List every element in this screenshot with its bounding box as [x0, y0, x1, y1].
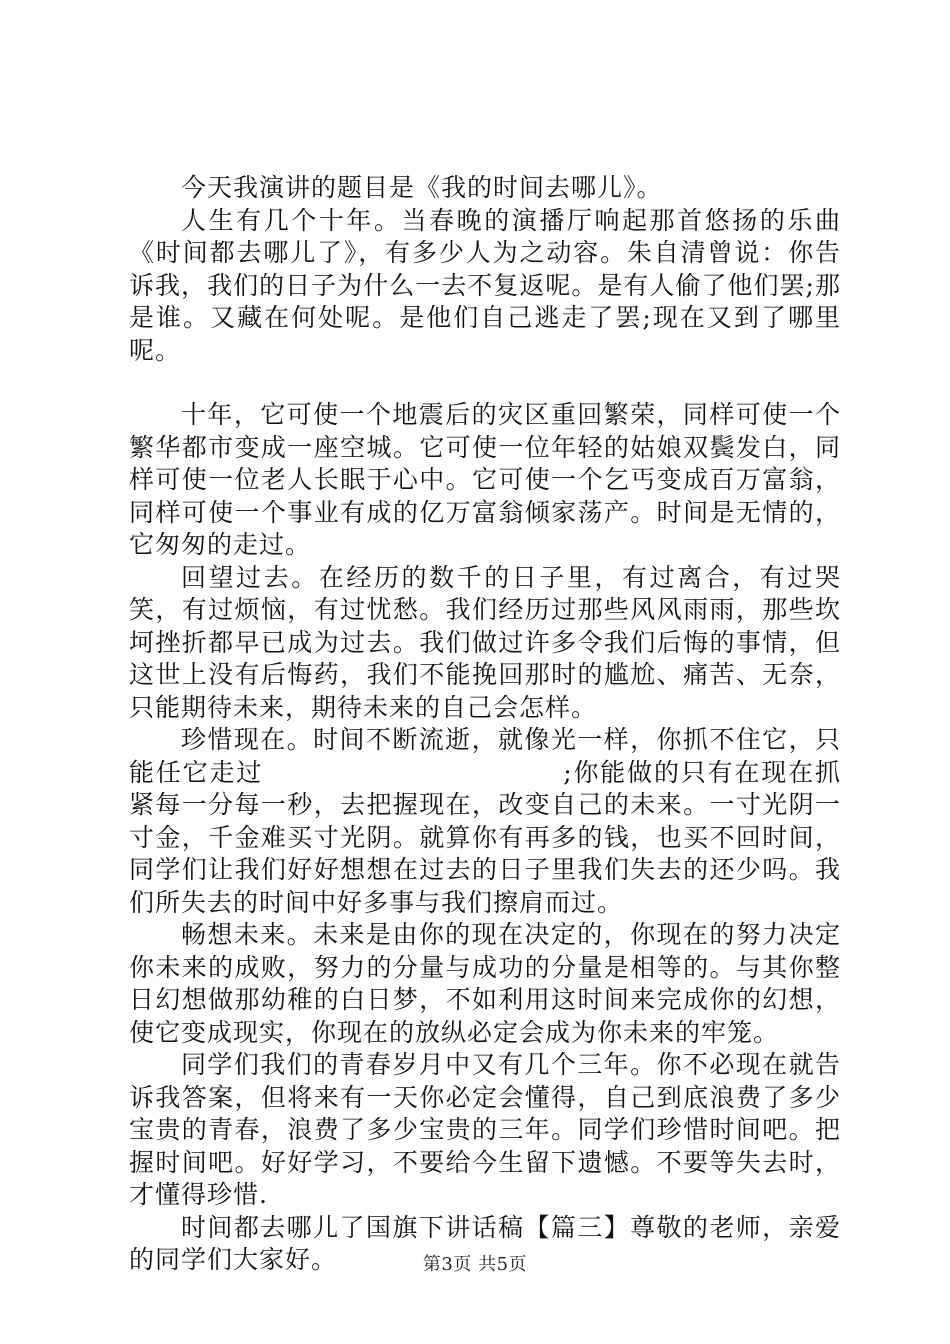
page-footer: 第3页 共5页	[422, 1254, 528, 1275]
paragraph-cherish-present-part2: ;你能做的只有在现在抓紧每一分每一秒，去把握现在，改变自己的未来。一寸光阴一寸金，千金难买寸光阴。就算你有再多的钱，也买不回时间，同学们让我们好好想想在过去的日子里我们失去的还少吗。我们所失去的时间中好多事与我们擦肩而过。	[129, 757, 841, 917]
paragraph-speech-topic: 今天我演讲的题目是《我的时间去哪儿》。	[181, 173, 663, 202]
paragraph-looking-back: 回望过去。在经历的数千的日子里，有过离合，有过哭笑，有过烦恼，有过忧愁。我们经历过那些风风雨雨，那些坎坷挫折都早已成为过去。我们做过许多令我们后悔的事情，但这世上没有后悔药，我们不能挽回那时的尴尬、痛苦、无奈，只能期待未来，期待未来的自己会怎样。	[129, 562, 841, 722]
paragraph-youth: 同学们我们的青春岁月中又有几个三年。你不必现在就告诉我答案，但将来有一天你必定会懂得，自己到底浪费了多少宝贵的青春，浪费了多少宝贵的三年。同学们珍惜时间吧。把握时间吧。好好学习，不要给今生留下遗憾。不要等失去时，才懂得珍惜.	[129, 1050, 841, 1209]
paragraph-cherish-present-part1: 珍惜现在。时间不断流逝，就像光一样，你抓不住它，只能任它走过	[129, 725, 841, 787]
paragraph-future: 畅想未来。未来是由你的现在决定的，你现在的努力决定你未来的成败，努力的分量与成功的分量是相等的。与其你整日幻想做那幼稚的白日梦，不如利用这时间来完成你的幻想，使它变成现实，你现在的放纵必定会成为你未来的牢笼。	[129, 920, 841, 1047]
paragraph-intro: 人生有几个十年。当春晚的演播厅响起那首悠扬的乐曲《时间都去哪儿了》，有多少人为之动容。朱自清曾说：你告诉我，我们的日子为什么一去不复返呢。是有人偷了他们罢;那是谁。又藏在何处呢。是他们自己逃走了罢;现在又到了哪里呢。	[129, 205, 841, 365]
paragraph-cherish-present	[129, 724, 841, 919]
document-body	[129, 172, 841, 1277]
paragraph-ten-years: 十年，它可使一个地震后的灾区重回繁荣，同样可使一个繁华都市变成一座空城。它可使一位年轻的姑娘双鬓发白，同样可使一位老人长眠于心中。它可使一个乞丐变成百万富翁，同样可使一个事业有成的亿万富翁倾家荡产。时间是无情的，它匆匆的走过。	[129, 400, 841, 559]
paragraph-next-speech: 时间都去哪儿了国旗下讲话稿【篇三】尊敬的老师，亲爱的同学们大家好。	[129, 1212, 841, 1274]
